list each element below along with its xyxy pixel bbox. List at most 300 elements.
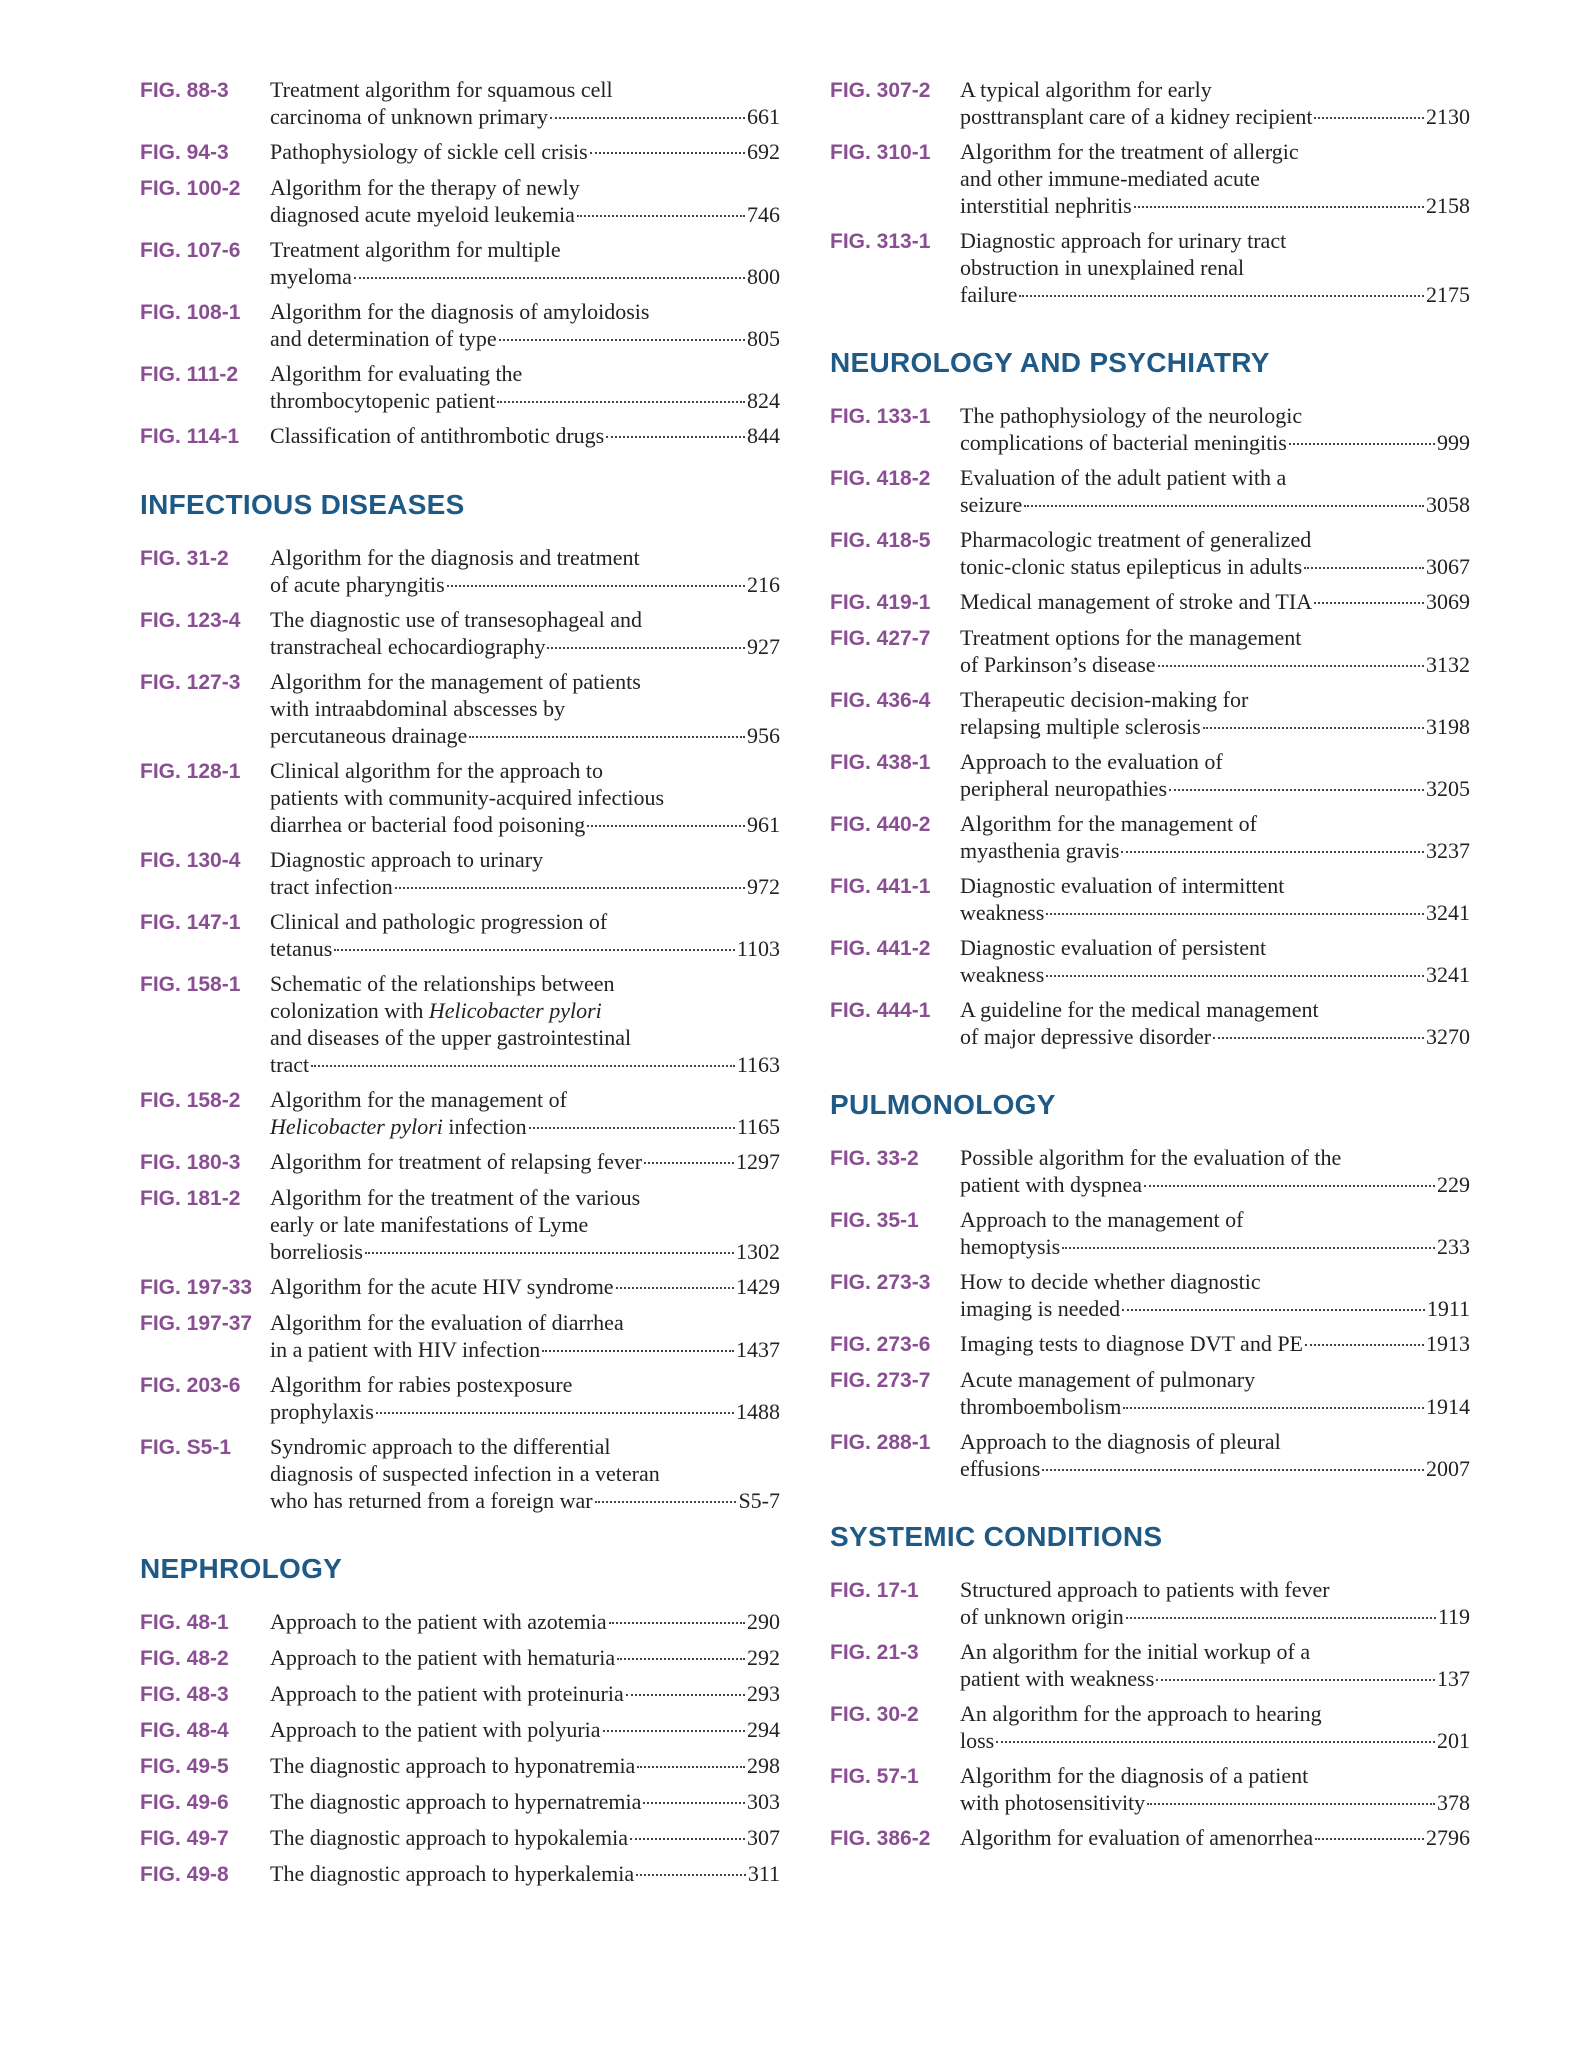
page-number: 294 bbox=[747, 1717, 780, 1742]
figure-number: FIG. 147-1 bbox=[140, 911, 241, 934]
figure-number: FIG. 158-1 bbox=[140, 973, 241, 996]
dot-leader bbox=[637, 1766, 745, 1768]
description-line: diagnosis of suspected infection in a veteran bbox=[270, 1461, 660, 1486]
figure-entry[interactable] bbox=[140, 298, 780, 352]
description-line: The diagnostic approach to hypokalemia bbox=[270, 1825, 628, 1850]
description-line: Algorithm for treatment of relapsing fever bbox=[270, 1149, 643, 1174]
neurology-section bbox=[830, 346, 1470, 1050]
figure-entry[interactable] bbox=[140, 1273, 780, 1301]
nephrology-section bbox=[140, 1552, 780, 1888]
pulmonology-list bbox=[830, 1144, 1470, 1482]
figure-entry[interactable] bbox=[830, 624, 1470, 678]
description-line: of unknown origin bbox=[960, 1604, 1124, 1629]
description-line: and determination of type bbox=[270, 326, 497, 351]
figure-description bbox=[270, 1716, 780, 1744]
figure-entry[interactable] bbox=[830, 1366, 1470, 1420]
description-line: thromboembolism bbox=[960, 1394, 1122, 1419]
description-line: seizure bbox=[960, 492, 1023, 517]
figure-entry[interactable] bbox=[140, 1680, 780, 1708]
dot-leader bbox=[609, 1622, 745, 1624]
description-line: Algorithm for the acute HIV syndrome bbox=[270, 1274, 614, 1299]
dot-leader bbox=[1042, 1469, 1424, 1471]
figure-number: FIG. 100-2 bbox=[140, 177, 241, 200]
page-number: 999 bbox=[1437, 430, 1470, 455]
figure-entry[interactable] bbox=[830, 588, 1470, 616]
description-line: colonization with bbox=[270, 998, 429, 1023]
figure-entry[interactable] bbox=[830, 227, 1470, 308]
figure-entry[interactable] bbox=[830, 1206, 1470, 1260]
description-line: of Parkinson’s disease bbox=[960, 652, 1156, 677]
figure-number: FIG. 49-5 bbox=[140, 1755, 229, 1778]
dot-leader bbox=[617, 1658, 745, 1660]
dot-leader bbox=[542, 1350, 734, 1352]
description-line: The pathophysiology of the neurologic bbox=[960, 403, 1303, 428]
hematology-list bbox=[140, 76, 780, 450]
page-number: 1488 bbox=[736, 1399, 780, 1424]
description-line: tetanus bbox=[270, 936, 333, 961]
figure-description bbox=[960, 402, 1470, 456]
figure-number: FIG. 197-33 bbox=[140, 1276, 253, 1299]
figure-entry[interactable] bbox=[140, 76, 780, 130]
figure-entry[interactable] bbox=[830, 996, 1470, 1050]
dot-leader bbox=[606, 436, 745, 438]
figure-description bbox=[270, 1148, 780, 1176]
description-line: Diagnostic approach for urinary tract bbox=[960, 228, 1287, 253]
dot-leader bbox=[547, 647, 745, 649]
page-number: 961 bbox=[747, 812, 780, 837]
dot-leader bbox=[595, 1501, 737, 1503]
pulmonology-section bbox=[830, 1088, 1470, 1482]
page-number: 2007 bbox=[1426, 1456, 1470, 1481]
page-number: 1429 bbox=[736, 1274, 780, 1299]
figure-entry[interactable] bbox=[140, 1644, 780, 1672]
figure-number: FIG. 127-3 bbox=[140, 671, 241, 694]
description-line: Syndromic approach to the differential bbox=[270, 1434, 611, 1459]
figure-description bbox=[960, 227, 1470, 308]
figure-entry[interactable] bbox=[140, 970, 780, 1078]
dot-leader bbox=[376, 1412, 734, 1414]
description-line: patients with community-acquired infectious bbox=[270, 785, 665, 810]
figure-number: FIG. 440-2 bbox=[830, 813, 931, 836]
figure-description bbox=[960, 1330, 1470, 1358]
figure-description bbox=[270, 846, 780, 900]
figure-entry[interactable] bbox=[140, 1788, 780, 1816]
figure-description bbox=[960, 1638, 1470, 1692]
description-line: A typical algorithm for early bbox=[960, 77, 1212, 102]
dot-leader bbox=[1305, 1344, 1424, 1346]
figure-entry[interactable] bbox=[140, 544, 780, 598]
dot-leader bbox=[603, 1730, 745, 1732]
description-line: Therapeutic decision-making for bbox=[960, 687, 1249, 712]
description-line: Approach to the diagnosis of pleural bbox=[960, 1429, 1281, 1454]
figure-entry[interactable] bbox=[830, 76, 1470, 130]
figure-description bbox=[960, 810, 1470, 864]
description-line: weakness bbox=[960, 962, 1045, 987]
page-number: 216 bbox=[747, 572, 780, 597]
figure-entry[interactable] bbox=[140, 1086, 780, 1140]
page-number: 800 bbox=[747, 264, 780, 289]
dot-leader bbox=[644, 1162, 734, 1164]
figure-entry[interactable] bbox=[830, 872, 1470, 926]
description-line: diagnosed acute myeloid leukemia bbox=[270, 202, 575, 227]
page-number: 824 bbox=[747, 388, 780, 413]
figure-number: FIG. 158-2 bbox=[140, 1089, 241, 1112]
description-line: who has returned from a foreign war bbox=[270, 1488, 593, 1513]
description-line: Approach to the patient with polyuria bbox=[270, 1717, 601, 1742]
figure-entry[interactable] bbox=[830, 1762, 1470, 1816]
dot-leader bbox=[1024, 505, 1424, 507]
description-line: An algorithm for the approach to hearing bbox=[960, 1701, 1322, 1726]
figure-number: FIG. 48-1 bbox=[140, 1611, 229, 1634]
dot-leader bbox=[1169, 789, 1424, 791]
figure-number: FIG. 273-3 bbox=[830, 1271, 931, 1294]
description-line: myasthenia gravis bbox=[960, 838, 1120, 863]
figure-number: FIG. 17-1 bbox=[830, 1579, 919, 1602]
page-number: S5-7 bbox=[738, 1488, 780, 1513]
figure-description bbox=[270, 1184, 780, 1265]
figure-number: FIG. 94-3 bbox=[140, 141, 229, 164]
figure-entry[interactable] bbox=[140, 1860, 780, 1888]
figure-description bbox=[270, 1824, 780, 1852]
description-line: Clinical algorithm for the approach to bbox=[270, 758, 603, 783]
figure-entry[interactable] bbox=[140, 360, 780, 414]
page-number: 3237 bbox=[1426, 838, 1470, 863]
figure-number: FIG. 21-3 bbox=[830, 1641, 919, 1664]
figure-number: FIG. 181-2 bbox=[140, 1187, 241, 1210]
page-number: 1913 bbox=[1426, 1331, 1470, 1356]
section-heading-infectious: INFECTIOUS DISEASES bbox=[140, 489, 465, 520]
figure-entry[interactable] bbox=[140, 846, 780, 900]
dot-leader bbox=[1156, 1679, 1435, 1681]
section-heading-neurology: NEUROLOGY AND PSYCHIATRY bbox=[830, 347, 1270, 378]
page-number: 298 bbox=[747, 1753, 780, 1778]
figure-description bbox=[960, 1268, 1470, 1322]
figure-entry[interactable] bbox=[830, 1700, 1470, 1754]
description-line: Pathophysiology of sickle cell crisis bbox=[270, 139, 588, 164]
figure-entry[interactable] bbox=[140, 1433, 780, 1514]
description-line: Treatment options for the management bbox=[960, 625, 1302, 650]
figure-entry[interactable] bbox=[140, 236, 780, 290]
figure-number: FIG. 444-1 bbox=[830, 999, 931, 1022]
dot-leader bbox=[1314, 117, 1424, 119]
page-number: 2796 bbox=[1426, 1825, 1470, 1850]
figure-number: FIG. 30-2 bbox=[830, 1703, 919, 1726]
figure-entry[interactable] bbox=[140, 138, 780, 166]
infectious-list bbox=[140, 544, 780, 1514]
figure-entry[interactable] bbox=[140, 668, 780, 749]
description-line: of major depressive disorder bbox=[960, 1024, 1212, 1049]
dot-leader bbox=[1046, 913, 1424, 915]
figure-description bbox=[270, 422, 780, 450]
figure-number: FIG. 31-2 bbox=[140, 547, 229, 570]
nephrology-continued-list bbox=[830, 76, 1470, 308]
figure-entry[interactable] bbox=[140, 1716, 780, 1744]
page-number: 137 bbox=[1437, 1666, 1470, 1691]
description-line: myeloma bbox=[270, 264, 352, 289]
page-number: 3067 bbox=[1426, 554, 1470, 579]
figure-number: FIG. 438-1 bbox=[830, 751, 931, 774]
figure-description bbox=[270, 1644, 780, 1672]
dot-leader bbox=[636, 1874, 746, 1876]
figure-number: FIG. 133-1 bbox=[830, 405, 931, 428]
figure-entry[interactable] bbox=[140, 1824, 780, 1852]
description-line: and other immune-mediated acute bbox=[960, 166, 1260, 191]
section-heading-pulmonology: PULMONOLOGY bbox=[830, 1089, 1056, 1120]
figure-description bbox=[270, 298, 780, 352]
neurology-list bbox=[830, 402, 1470, 1050]
dot-leader bbox=[1203, 727, 1424, 729]
figure-number: FIG. 48-4 bbox=[140, 1719, 229, 1742]
figure-description bbox=[960, 1824, 1470, 1852]
description-line: How to decide whether diagnostic bbox=[960, 1269, 1261, 1294]
description-line: with photosensitivity bbox=[960, 1790, 1146, 1815]
description-line: Algorithm for the diagnosis of amyloidosis bbox=[270, 299, 650, 324]
figure-description bbox=[270, 1086, 780, 1140]
figure-description bbox=[270, 1788, 780, 1816]
dot-leader bbox=[1314, 602, 1424, 604]
description-line: borreliosis bbox=[270, 1239, 363, 1264]
figure-entry[interactable] bbox=[830, 464, 1470, 518]
description-line: tonic-clonic status epilepticus in adults bbox=[960, 554, 1303, 579]
figure-description bbox=[270, 606, 780, 660]
dot-leader bbox=[1289, 443, 1435, 445]
description-line: Approach to the patient with proteinuria bbox=[270, 1681, 624, 1706]
description-line: complications of bacterial meningitis bbox=[960, 430, 1287, 455]
page-number: 290 bbox=[747, 1609, 780, 1634]
figure-number: FIG. 111-2 bbox=[140, 363, 239, 386]
description-line: and diseases of the upper gastrointestinal bbox=[270, 1025, 632, 1050]
figure-entry[interactable] bbox=[830, 810, 1470, 864]
description-line: Algorithm for the diagnosis of a patient bbox=[960, 1763, 1309, 1788]
description-line: The diagnostic approach to hypernatremia bbox=[270, 1789, 642, 1814]
figure-number: FIG. 310-1 bbox=[830, 141, 931, 164]
page-number: 1163 bbox=[736, 1052, 780, 1077]
dot-leader bbox=[1046, 975, 1424, 977]
figure-description bbox=[960, 138, 1470, 219]
figure-entry[interactable] bbox=[830, 1428, 1470, 1482]
page-number: 307 bbox=[747, 1825, 780, 1850]
page-number: 972 bbox=[747, 874, 780, 899]
figure-entry[interactable] bbox=[140, 1752, 780, 1780]
figure-description bbox=[270, 360, 780, 414]
dot-leader bbox=[469, 736, 745, 738]
figure-description bbox=[960, 1576, 1470, 1630]
figure-entry[interactable] bbox=[140, 908, 780, 962]
figure-number: FIG. 203-6 bbox=[140, 1374, 241, 1397]
description-line: in a patient with HIV infection bbox=[270, 1337, 541, 1362]
dot-leader bbox=[1019, 295, 1424, 297]
figure-number: FIG. 180-3 bbox=[140, 1151, 241, 1174]
page-number: 3198 bbox=[1426, 714, 1470, 739]
dot-leader bbox=[643, 1802, 745, 1804]
page-number: 311 bbox=[747, 1861, 780, 1886]
figure-description bbox=[960, 934, 1470, 988]
dot-leader bbox=[1213, 1037, 1424, 1039]
figure-number: FIG. 386-2 bbox=[830, 1827, 931, 1850]
figure-entry[interactable] bbox=[830, 1268, 1470, 1322]
figure-number: FIG. 49-8 bbox=[140, 1863, 229, 1886]
description-line: percutaneous drainage bbox=[270, 723, 468, 748]
figure-description bbox=[270, 1860, 780, 1888]
dot-leader bbox=[395, 887, 745, 889]
description-line: Algorithm for evaluating the bbox=[270, 361, 523, 386]
description-line: failure bbox=[960, 282, 1018, 307]
dot-leader bbox=[1134, 206, 1424, 208]
description-line: The diagnostic approach to hyponatremia bbox=[270, 1753, 636, 1778]
figure-number: FIG. 273-7 bbox=[830, 1369, 931, 1392]
page-number: 3270 bbox=[1426, 1024, 1470, 1049]
figure-entry[interactable] bbox=[140, 1608, 780, 1636]
figure-number: FIG. S5-1 bbox=[140, 1436, 232, 1459]
page-number: 1302 bbox=[736, 1239, 780, 1264]
description-line: tract infection bbox=[270, 874, 393, 899]
figure-description bbox=[960, 1762, 1470, 1816]
page-number: 1437 bbox=[736, 1337, 780, 1362]
description-line: carcinoma of unknown primary bbox=[270, 104, 548, 129]
description-line: diarrhea or bacterial food poisoning bbox=[270, 812, 586, 837]
page-number: 3069 bbox=[1426, 589, 1470, 614]
page-number: 292 bbox=[747, 1645, 780, 1670]
figure-description bbox=[960, 1206, 1470, 1260]
description-line: loss bbox=[960, 1728, 995, 1753]
description-line: Treatment algorithm for squamous cell bbox=[270, 77, 613, 102]
figure-number: FIG. 35-1 bbox=[830, 1209, 919, 1232]
description-line: An algorithm for the initial workup of a bbox=[960, 1639, 1311, 1664]
figure-description bbox=[270, 970, 780, 1078]
description-line: Schematic of the relationships between bbox=[270, 971, 615, 996]
figure-entry[interactable] bbox=[830, 934, 1470, 988]
figure-number: FIG. 418-5 bbox=[830, 529, 931, 552]
systemic-list bbox=[830, 1576, 1470, 1852]
description-line: Classification of antithrombotic drugs bbox=[270, 423, 605, 448]
dot-leader bbox=[1062, 1247, 1435, 1249]
description-line: Diagnostic approach to urinary bbox=[270, 847, 544, 872]
description-line: Algorithm for evaluation of amenorrhea bbox=[960, 1825, 1314, 1850]
figure-entry[interactable] bbox=[830, 1330, 1470, 1358]
figure-entry[interactable] bbox=[830, 1824, 1470, 1852]
description-line: Algorithm for rabies postexposure bbox=[270, 1372, 573, 1397]
description-line: infection bbox=[442, 1114, 527, 1139]
figure-number: FIG. 114-1 bbox=[140, 425, 240, 448]
right-column bbox=[830, 76, 1470, 1890]
dot-leader bbox=[1315, 1838, 1424, 1840]
description-line: Structured approach to patients with fever bbox=[960, 1577, 1330, 1602]
description-line: The diagnostic use of transesophageal and bbox=[270, 607, 643, 632]
figure-description bbox=[270, 1309, 780, 1363]
dot-leader bbox=[1144, 1185, 1435, 1187]
description-line: interstitial nephritis bbox=[960, 193, 1132, 218]
dot-leader bbox=[577, 215, 745, 217]
figure-entry[interactable] bbox=[830, 1638, 1470, 1692]
dot-leader bbox=[1304, 567, 1424, 569]
description-line: Approach to the evaluation of bbox=[960, 749, 1223, 774]
page-number: 927 bbox=[747, 634, 780, 659]
description-line: peripheral neuropathies bbox=[960, 776, 1168, 801]
dot-leader bbox=[499, 339, 745, 341]
figure-number: FIG. 307-2 bbox=[830, 79, 931, 102]
figure-entry[interactable] bbox=[830, 686, 1470, 740]
figure-description bbox=[960, 1428, 1470, 1482]
dot-leader bbox=[630, 1838, 745, 1840]
figure-entry[interactable] bbox=[140, 422, 780, 450]
description-line: thrombocytopenic patient bbox=[270, 388, 496, 413]
figure-description bbox=[960, 1366, 1470, 1420]
figure-entry[interactable] bbox=[830, 1576, 1470, 1630]
figure-number: FIG. 49-6 bbox=[140, 1791, 229, 1814]
figure-entry[interactable] bbox=[140, 1309, 780, 1363]
dot-leader bbox=[1158, 665, 1424, 667]
figure-entry[interactable] bbox=[830, 526, 1470, 580]
page-number: 844 bbox=[747, 423, 780, 448]
figure-entry[interactable] bbox=[140, 757, 780, 838]
figure-number: FIG. 313-1 bbox=[830, 230, 931, 253]
description-line: tract bbox=[270, 1052, 310, 1077]
figure-entry[interactable] bbox=[140, 606, 780, 660]
dot-leader bbox=[1123, 1407, 1424, 1409]
figure-entry[interactable] bbox=[830, 1144, 1470, 1198]
dot-leader bbox=[354, 277, 745, 279]
description-line: A guideline for the medical management bbox=[960, 997, 1319, 1022]
figure-entry[interactable] bbox=[140, 1148, 780, 1176]
description-line: Diagnostic evaluation of intermittent bbox=[960, 873, 1285, 898]
dot-leader bbox=[497, 401, 745, 403]
dot-leader bbox=[626, 1694, 745, 1696]
dot-leader bbox=[447, 585, 745, 587]
dot-leader bbox=[550, 117, 745, 119]
figure-description bbox=[960, 996, 1470, 1050]
figure-number: FIG. 441-1 bbox=[830, 875, 931, 898]
description-line: patient with weakness bbox=[960, 1666, 1155, 1691]
figure-description bbox=[270, 1680, 780, 1708]
figure-number: FIG. 49-7 bbox=[140, 1827, 229, 1850]
page-number: 692 bbox=[747, 139, 780, 164]
figure-number: FIG. 197-37 bbox=[140, 1312, 253, 1335]
figure-entry[interactable] bbox=[140, 1184, 780, 1265]
description-line: Approach to the patient with azotemia bbox=[270, 1609, 607, 1634]
figure-entry[interactable] bbox=[830, 748, 1470, 802]
page-number: 1911 bbox=[1426, 1296, 1470, 1321]
description-line: Pharmacologic treatment of generalized bbox=[960, 527, 1312, 552]
description-line: Algorithm for the evaluation of diarrhea bbox=[270, 1310, 624, 1335]
description-line: prophylaxis bbox=[270, 1399, 374, 1424]
figure-number: FIG. 427-7 bbox=[830, 627, 931, 650]
figure-entry[interactable] bbox=[830, 138, 1470, 219]
description-line: Treatment algorithm for multiple bbox=[270, 237, 561, 262]
figure-description bbox=[270, 1371, 780, 1425]
figure-description bbox=[270, 138, 780, 166]
page-number: 303 bbox=[747, 1789, 780, 1814]
dot-leader bbox=[334, 949, 734, 951]
dot-leader bbox=[1122, 1309, 1425, 1311]
section-heading-systemic: SYSTEMIC CONDITIONS bbox=[830, 1521, 1163, 1552]
figure-description bbox=[960, 1144, 1470, 1198]
figure-number: FIG. 33-2 bbox=[830, 1147, 919, 1170]
figure-description bbox=[270, 1433, 780, 1514]
figure-number: FIG. 273-6 bbox=[830, 1333, 931, 1356]
page-number: 3132 bbox=[1426, 652, 1470, 677]
page-number: 3241 bbox=[1426, 962, 1470, 987]
figure-entry[interactable] bbox=[140, 174, 780, 228]
figure-number: FIG. 48-2 bbox=[140, 1647, 229, 1670]
systemic-section bbox=[830, 1520, 1470, 1852]
page-number: 3205 bbox=[1426, 776, 1470, 801]
figure-description bbox=[270, 1608, 780, 1636]
figure-entry[interactable] bbox=[830, 402, 1470, 456]
dot-leader bbox=[1121, 851, 1424, 853]
description-line: weakness bbox=[960, 900, 1045, 925]
figure-entry[interactable] bbox=[140, 1371, 780, 1425]
description-line: Algorithm for the management of bbox=[270, 1087, 567, 1112]
